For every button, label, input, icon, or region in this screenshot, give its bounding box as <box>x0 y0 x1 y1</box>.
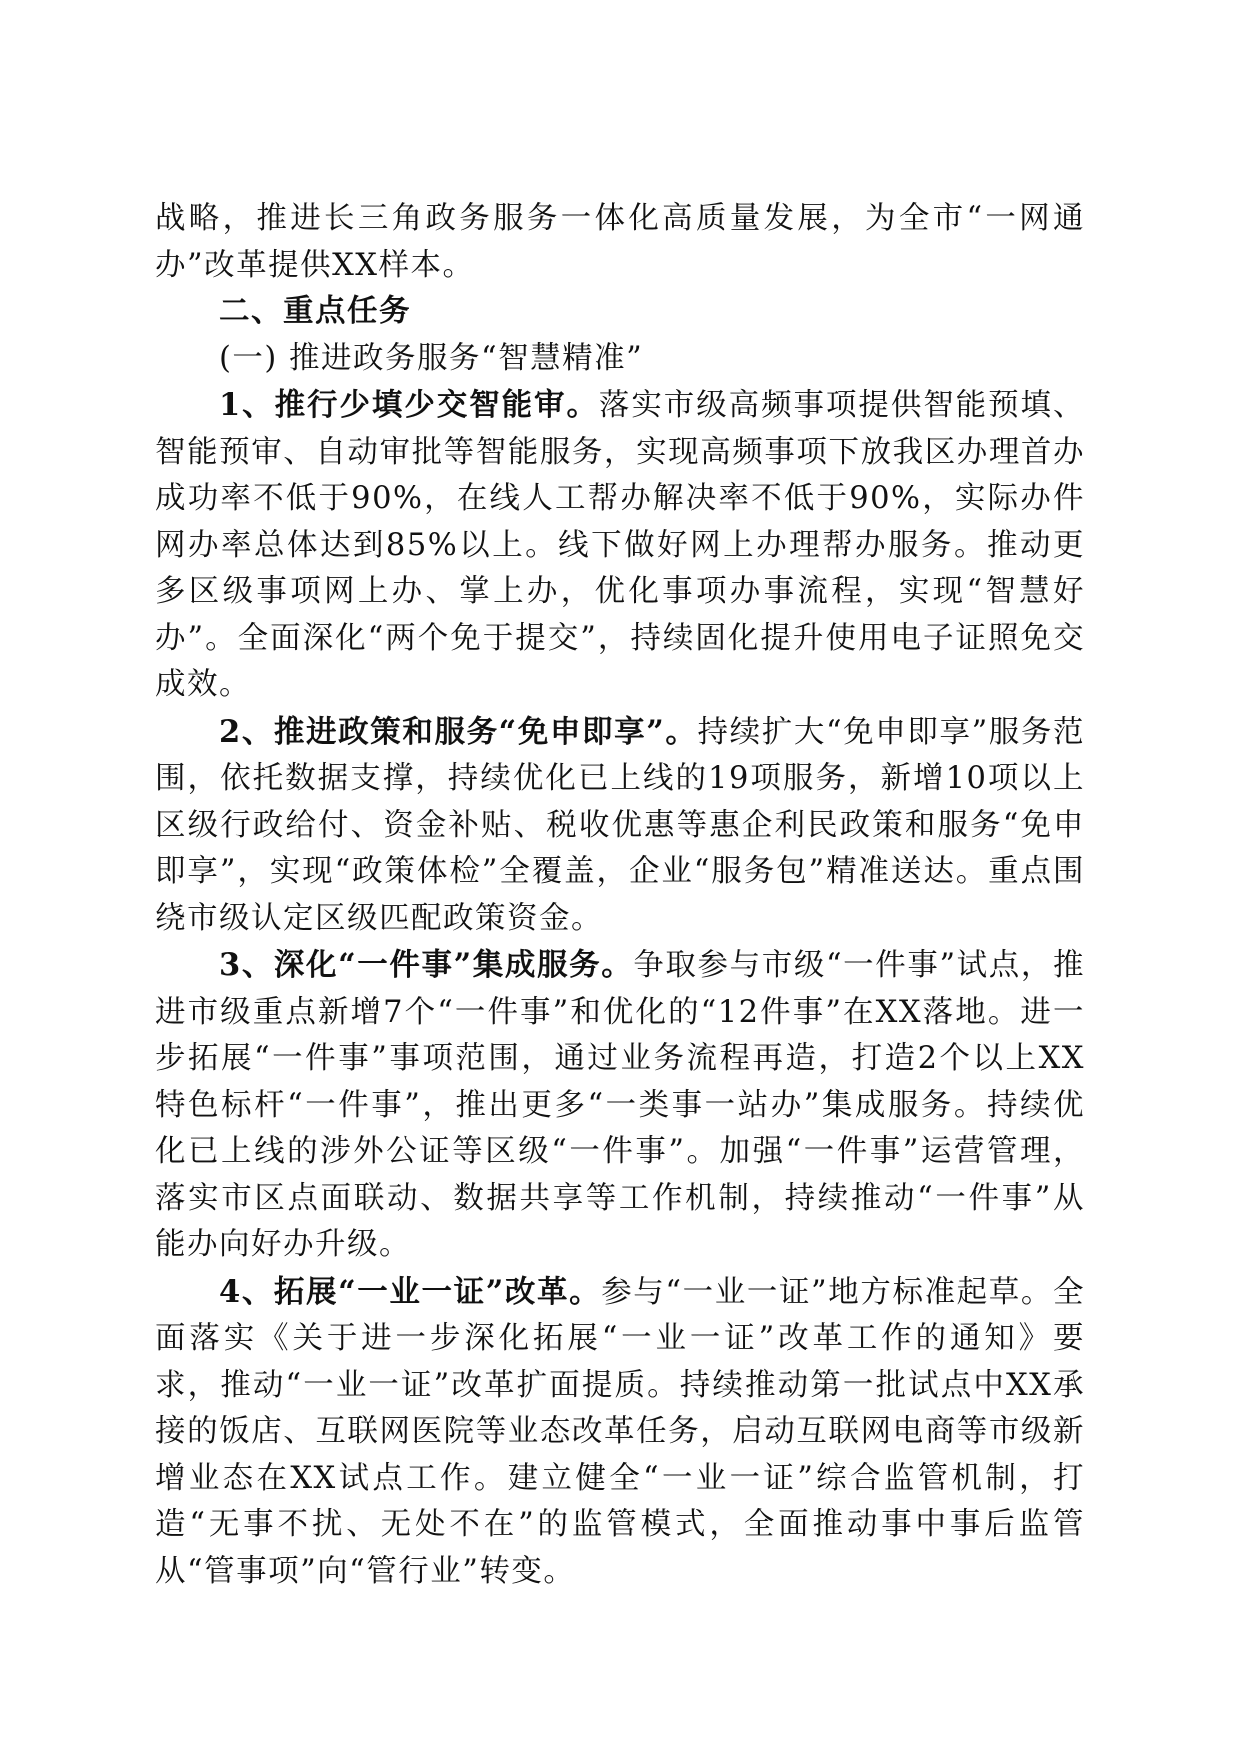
task-lead-1: 1、推行少填少交智能审。 <box>219 387 599 423</box>
subsection-heading: (一) 推进政务服务“智慧精准” <box>219 340 644 376</box>
task-paragraph-1 <box>155 382 1085 709</box>
document-body <box>155 196 1085 1595</box>
task-body-2: 持续扩大“免申即享”服务范围，依托数据支撑，持续优化已上线的19项服务，新增10项以上区级行政给付、资金补贴、税收优惠等惠企利民政策和服务“免申即享”，实现“政策体检”全覆盖，企业“服务包”精准送达。重点围绕市级认定区级匹配政策资金。 <box>155 714 1086 936</box>
task-lead-2: 2、推进政策和服务“免申即享”。 <box>219 713 698 750</box>
section-heading: 二、重点任务 <box>219 294 411 329</box>
task-body-1: 落实市级高频事项提供智能预填、智能预审、自动审批等智能服务，实现高频事项下放我区办理首办成功率不低于90%，在线人工帮办解决率不低于90%，实际办件网办率总体达到85%以上。线下做好网上办理帮办服务。推动更多区级事项网上办、掌上办，优化事项办事流程，实现“智慧好办”。全面深化“两个免于提交”，持续固化提升使用电子证照免交成效。 <box>155 388 1085 702</box>
task-body-3: 争取参与市级“一件事”试点，推进市级重点新增7个“一件事”和优化的“12件事”在XX落地。进一步拓展“一件事”事项范围，通过业务流程再造，打造2个以上XX特色标杆“一件事”，推出更多“一类事一站办”集成服务。持续优化已上线的涉外公证等区级“一件事”。加强“一件事”运营管理，落实市区点面联动、数据共享等工作机制，持续推动“一件事”从能办向好办升级。 <box>155 948 1085 1262</box>
task-lead-3: 3、深化“一件事”集成服务。 <box>219 947 634 983</box>
task-paragraph-3 <box>155 942 1085 1269</box>
intro-paragraph <box>155 196 1085 289</box>
task-paragraph-2 <box>155 709 1085 943</box>
task-body-4: 参与“一业一证”地方标准起草。全面落实《关于进一步深化拓展“一业一证”改革工作的通知》要求，推动“一业一证”改革扩面提质。持续推动第一批试点中XX承接的饭店、互联网医院等业态改革任务，启动互联网电商等市级新增业态在XX试点工作。建立健全“一业一证”综合监管机制，打造“无事不扰、无处不在”的监管模式，全面推动事中事后监管从“管事项”向“管行业”转变。 <box>155 1274 1085 1589</box>
intro-text: 战略，推进长三角政务服务一体化高质量发展，为全市“一网通办”改革提供XX样本。 <box>155 201 1085 283</box>
task-lead-4: 4、拓展“一业一证”改革。 <box>219 1273 602 1310</box>
task-paragraph-4 <box>155 1269 1085 1596</box>
